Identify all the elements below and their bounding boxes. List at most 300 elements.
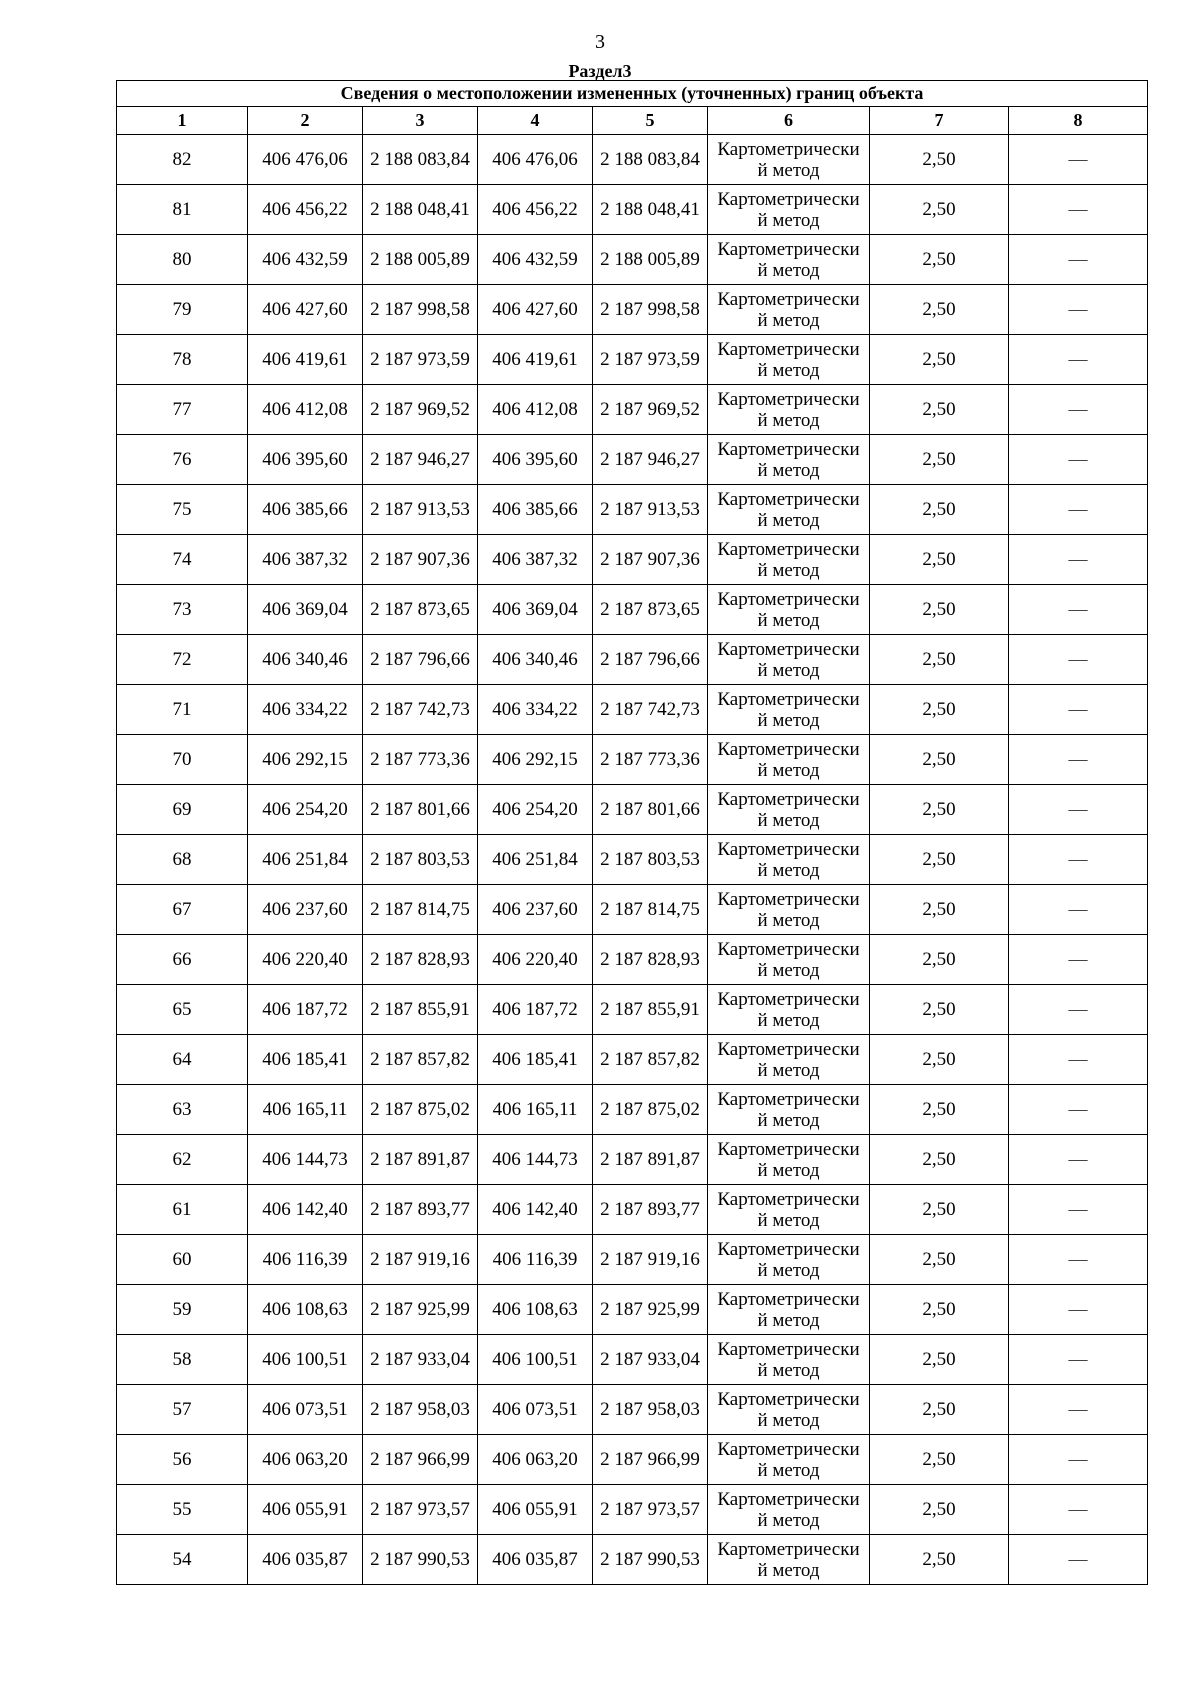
method-text-line: Картометрически — [717, 188, 860, 210]
table-row — [117, 685, 1148, 735]
method-text-line: Картометрически — [717, 488, 860, 510]
old-y-cell: 2 187 990,53 — [363, 1535, 478, 1585]
new-y-cell: 2 187 973,57 — [593, 1485, 708, 1535]
old-x-cell: 406 251,84 — [248, 835, 363, 885]
description-cell: — — [1009, 685, 1148, 735]
method-cell — [708, 385, 870, 435]
method-text-line: й метод — [757, 459, 820, 481]
old-y-cell: 2 188 048,41 — [363, 185, 478, 235]
new-x-cell: 406 142,40 — [478, 1185, 593, 1235]
old-x-cell: 406 432,59 — [248, 235, 363, 285]
method-cell — [708, 485, 870, 535]
method-cell — [708, 1535, 870, 1585]
method-text-line: Картометрически — [717, 1388, 860, 1410]
method-text-line: Картометрически — [717, 238, 860, 260]
point-number-cell: 67 — [117, 885, 248, 935]
new-y-cell: 2 187 773,36 — [593, 735, 708, 785]
method-text-line: Картометрически — [717, 988, 860, 1010]
description-cell: — — [1009, 885, 1148, 935]
old-x-cell: 406 116,39 — [248, 1235, 363, 1285]
method-text-line: й метод — [757, 259, 820, 281]
table-row — [117, 885, 1148, 935]
description-cell: — — [1009, 1285, 1148, 1335]
method-text-line: й метод — [757, 1209, 820, 1231]
method-text-line: й метод — [757, 1359, 820, 1381]
column-header-6: 6 — [708, 107, 870, 135]
accuracy-cell: 2,50 — [870, 1135, 1009, 1185]
method-text-line: й метод — [757, 409, 820, 431]
table-row — [117, 235, 1148, 285]
method-text-line: й метод — [757, 1159, 820, 1181]
table-row — [117, 635, 1148, 685]
description-cell: — — [1009, 535, 1148, 585]
accuracy-cell: 2,50 — [870, 585, 1009, 635]
method-text-line: й метод — [757, 1309, 820, 1331]
old-x-cell: 406 073,51 — [248, 1385, 363, 1435]
table-row — [117, 1235, 1148, 1285]
accuracy-cell: 2,50 — [870, 185, 1009, 235]
method-cell — [708, 785, 870, 835]
accuracy-cell: 2,50 — [870, 785, 1009, 835]
new-y-cell: 2 187 875,02 — [593, 1085, 708, 1135]
old-x-cell: 406 187,72 — [248, 985, 363, 1035]
column-header-1: 1 — [117, 107, 248, 135]
page-number: 3 — [595, 31, 605, 53]
method-cell — [708, 685, 870, 735]
new-y-cell: 2 187 893,77 — [593, 1185, 708, 1235]
method-text-line: Картометрически — [717, 288, 860, 310]
accuracy-cell: 2,50 — [870, 835, 1009, 885]
method-cell — [708, 1285, 870, 1335]
method-text-line: Картометрически — [717, 588, 860, 610]
method-cell — [708, 1135, 870, 1185]
old-x-cell: 406 185,41 — [248, 1035, 363, 1085]
method-text-line: й метод — [757, 209, 820, 231]
accuracy-cell: 2,50 — [870, 485, 1009, 535]
method-cell — [708, 635, 870, 685]
new-y-cell: 2 187 919,16 — [593, 1235, 708, 1285]
old-x-cell: 406 334,22 — [248, 685, 363, 735]
old-y-cell: 2 188 083,84 — [363, 135, 478, 185]
new-x-cell: 406 251,84 — [478, 835, 593, 885]
method-cell — [708, 1235, 870, 1285]
accuracy-cell: 2,50 — [870, 685, 1009, 735]
new-x-cell: 406 237,60 — [478, 885, 593, 935]
new-y-cell: 2 188 048,41 — [593, 185, 708, 235]
point-number-cell: 81 — [117, 185, 248, 235]
new-y-cell: 2 187 925,99 — [593, 1285, 708, 1335]
point-number-cell: 56 — [117, 1435, 248, 1485]
description-cell: — — [1009, 1535, 1148, 1585]
old-x-cell: 406 144,73 — [248, 1135, 363, 1185]
method-text-line: Картометрически — [717, 338, 860, 360]
old-y-cell: 2 188 005,89 — [363, 235, 478, 285]
point-number-cell: 54 — [117, 1535, 248, 1585]
method-text-line: Картометрически — [717, 538, 860, 560]
point-number-cell: 68 — [117, 835, 248, 885]
old-y-cell: 2 187 919,16 — [363, 1235, 478, 1285]
description-cell: — — [1009, 1335, 1148, 1385]
method-text-line: Картометрически — [717, 638, 860, 660]
point-number-cell: 77 — [117, 385, 248, 435]
table-row — [117, 335, 1148, 385]
accuracy-cell: 2,50 — [870, 1435, 1009, 1485]
old-y-cell: 2 187 966,99 — [363, 1435, 478, 1485]
method-text-line: й метод — [757, 909, 820, 931]
method-text-line: й метод — [757, 859, 820, 881]
accuracy-cell: 2,50 — [870, 285, 1009, 335]
old-x-cell: 406 100,51 — [248, 1335, 363, 1385]
description-cell: — — [1009, 1485, 1148, 1535]
new-x-cell: 406 254,20 — [478, 785, 593, 835]
new-x-cell: 406 395,60 — [478, 435, 593, 485]
description-cell: — — [1009, 235, 1148, 285]
table-row — [117, 1085, 1148, 1135]
old-y-cell: 2 187 946,27 — [363, 435, 478, 485]
method-text-line: Картометрически — [717, 388, 860, 410]
new-y-cell: 2 187 998,58 — [593, 285, 708, 335]
table-row — [117, 1335, 1148, 1385]
new-y-cell: 2 187 857,82 — [593, 1035, 708, 1085]
method-cell — [708, 1335, 870, 1385]
point-number-cell: 57 — [117, 1385, 248, 1435]
point-number-cell: 58 — [117, 1335, 248, 1385]
table-body — [117, 135, 1148, 1585]
accuracy-cell: 2,50 — [870, 1535, 1009, 1585]
new-x-cell: 406 427,60 — [478, 285, 593, 335]
method-cell — [708, 1185, 870, 1235]
old-x-cell: 406 340,46 — [248, 635, 363, 685]
table-row — [117, 835, 1148, 885]
old-y-cell: 2 187 925,99 — [363, 1285, 478, 1335]
new-y-cell: 2 187 828,93 — [593, 935, 708, 985]
column-number-row — [117, 107, 1148, 135]
method-text-line: й метод — [757, 959, 820, 981]
method-text-line: й метод — [757, 1109, 820, 1131]
method-cell — [708, 335, 870, 385]
point-number-cell: 70 — [117, 735, 248, 785]
table-row — [117, 485, 1148, 535]
old-x-cell: 406 035,87 — [248, 1535, 363, 1585]
new-y-cell: 2 187 855,91 — [593, 985, 708, 1035]
old-y-cell: 2 187 855,91 — [363, 985, 478, 1035]
method-text-line: й метод — [757, 359, 820, 381]
method-cell — [708, 235, 870, 285]
old-y-cell: 2 187 796,66 — [363, 635, 478, 685]
point-number-cell: 61 — [117, 1185, 248, 1235]
accuracy-cell: 2,50 — [870, 1185, 1009, 1235]
old-x-cell: 406 108,63 — [248, 1285, 363, 1335]
new-y-cell: 2 187 742,73 — [593, 685, 708, 735]
accuracy-cell: 2,50 — [870, 1385, 1009, 1435]
method-text-line: й метод — [757, 559, 820, 581]
table-row — [117, 1285, 1148, 1335]
old-y-cell: 2 187 893,77 — [363, 1185, 478, 1235]
description-cell: — — [1009, 485, 1148, 535]
point-number-cell: 55 — [117, 1485, 248, 1535]
table-row — [117, 185, 1148, 235]
method-cell — [708, 585, 870, 635]
new-y-cell: 2 187 796,66 — [593, 635, 708, 685]
table-row — [117, 535, 1148, 585]
old-y-cell: 2 187 773,36 — [363, 735, 478, 785]
point-number-cell: 75 — [117, 485, 248, 535]
table-row — [117, 1535, 1148, 1585]
new-x-cell: 406 369,04 — [478, 585, 593, 635]
accuracy-cell: 2,50 — [870, 735, 1009, 785]
old-y-cell: 2 187 973,57 — [363, 1485, 478, 1535]
accuracy-cell: 2,50 — [870, 1235, 1009, 1285]
accuracy-cell: 2,50 — [870, 1085, 1009, 1135]
table-row — [117, 1385, 1148, 1435]
new-x-cell: 406 035,87 — [478, 1535, 593, 1585]
method-cell — [708, 1035, 870, 1085]
boundary-coordinates-table — [116, 80, 1148, 1585]
method-text-line: Картометрически — [717, 1238, 860, 1260]
old-x-cell: 406 387,32 — [248, 535, 363, 585]
old-x-cell: 406 385,66 — [248, 485, 363, 535]
old-y-cell: 2 187 828,93 — [363, 935, 478, 985]
table-row — [117, 985, 1148, 1035]
new-x-cell: 406 385,66 — [478, 485, 593, 535]
table-row — [117, 1185, 1148, 1235]
method-text-line: Картометрически — [717, 838, 860, 860]
method-text-line: Картометрически — [717, 1088, 860, 1110]
old-y-cell: 2 187 958,03 — [363, 1385, 478, 1435]
column-header-3: 3 — [363, 107, 478, 135]
method-text-line: Картометрически — [717, 1488, 860, 1510]
old-x-cell: 406 395,60 — [248, 435, 363, 485]
method-text-line: Картометрически — [717, 688, 860, 710]
description-cell: — — [1009, 385, 1148, 435]
old-y-cell: 2 187 933,04 — [363, 1335, 478, 1385]
new-x-cell: 406 476,06 — [478, 135, 593, 185]
old-x-cell: 406 456,22 — [248, 185, 363, 235]
method-text-line: й метод — [757, 1559, 820, 1581]
description-cell: — — [1009, 585, 1148, 635]
old-x-cell: 406 254,20 — [248, 785, 363, 835]
table-row — [117, 135, 1148, 185]
point-number-cell: 64 — [117, 1035, 248, 1085]
method-cell — [708, 735, 870, 785]
description-cell: — — [1009, 735, 1148, 785]
new-y-cell: 2 187 946,27 — [593, 435, 708, 485]
new-y-cell: 2 187 913,53 — [593, 485, 708, 535]
method-text-line: й метод — [757, 1009, 820, 1031]
section-title: Раздел3 — [568, 61, 632, 81]
accuracy-cell: 2,50 — [870, 635, 1009, 685]
table-row — [117, 1135, 1148, 1185]
old-x-cell: 406 055,91 — [248, 1485, 363, 1535]
old-x-cell: 406 237,60 — [248, 885, 363, 935]
accuracy-cell: 2,50 — [870, 335, 1009, 385]
new-y-cell: 2 187 973,59 — [593, 335, 708, 385]
method-text-line: Картометрически — [717, 1188, 860, 1210]
method-text-line: й метод — [757, 509, 820, 531]
method-text-line: Картометрически — [717, 1538, 860, 1560]
method-text-line: й метод — [757, 1259, 820, 1281]
description-cell: — — [1009, 785, 1148, 835]
table-row — [117, 585, 1148, 635]
accuracy-cell: 2,50 — [870, 1035, 1009, 1085]
new-y-cell: 2 187 933,04 — [593, 1335, 708, 1385]
point-number-cell: 76 — [117, 435, 248, 485]
table-row — [117, 435, 1148, 485]
old-x-cell: 406 412,08 — [248, 385, 363, 435]
old-y-cell: 2 187 814,75 — [363, 885, 478, 935]
new-x-cell: 406 292,15 — [478, 735, 593, 785]
accuracy-cell: 2,50 — [870, 1335, 1009, 1385]
column-header-2: 2 — [248, 107, 363, 135]
method-cell — [708, 285, 870, 335]
new-y-cell: 2 188 083,84 — [593, 135, 708, 185]
description-cell: — — [1009, 935, 1148, 985]
new-x-cell: 406 100,51 — [478, 1335, 593, 1385]
new-y-cell: 2 187 907,36 — [593, 535, 708, 585]
table-row — [117, 785, 1148, 835]
old-x-cell: 406 369,04 — [248, 585, 363, 635]
method-text-line: й метод — [757, 1459, 820, 1481]
point-number-cell: 59 — [117, 1285, 248, 1335]
old-y-cell: 2 187 998,58 — [363, 285, 478, 335]
method-text-line: й метод — [757, 1059, 820, 1081]
point-number-cell: 63 — [117, 1085, 248, 1135]
method-cell — [708, 1085, 870, 1135]
new-x-cell: 406 387,32 — [478, 535, 593, 585]
point-number-cell: 60 — [117, 1235, 248, 1285]
accuracy-cell: 2,50 — [870, 1485, 1009, 1535]
accuracy-cell: 2,50 — [870, 1285, 1009, 1335]
new-y-cell: 2 187 873,65 — [593, 585, 708, 635]
description-cell: — — [1009, 1435, 1148, 1485]
old-y-cell: 2 187 973,59 — [363, 335, 478, 385]
method-text-line: Картометрически — [717, 438, 860, 460]
point-number-cell: 69 — [117, 785, 248, 835]
new-y-cell: 2 187 814,75 — [593, 885, 708, 935]
old-x-cell: 406 427,60 — [248, 285, 363, 335]
old-y-cell: 2 187 801,66 — [363, 785, 478, 835]
method-cell — [708, 135, 870, 185]
new-x-cell: 406 432,59 — [478, 235, 593, 285]
method-cell — [708, 1435, 870, 1485]
new-x-cell: 406 419,61 — [478, 335, 593, 385]
method-text-line: Картометрически — [717, 788, 860, 810]
table-row — [117, 385, 1148, 435]
accuracy-cell: 2,50 — [870, 885, 1009, 935]
old-x-cell: 406 292,15 — [248, 735, 363, 785]
new-y-cell: 2 188 005,89 — [593, 235, 708, 285]
new-y-cell: 2 187 891,87 — [593, 1135, 708, 1185]
table-row — [117, 935, 1148, 985]
old-y-cell: 2 187 907,36 — [363, 535, 478, 585]
old-x-cell: 406 063,20 — [248, 1435, 363, 1485]
point-number-cell: 79 — [117, 285, 248, 335]
accuracy-cell: 2,50 — [870, 985, 1009, 1035]
method-text-line: Картометрически — [717, 738, 860, 760]
table-row — [117, 735, 1148, 785]
method-text-line: Картометрически — [717, 1138, 860, 1160]
table-row — [117, 1035, 1148, 1085]
method-cell — [708, 885, 870, 935]
new-y-cell: 2 187 969,52 — [593, 385, 708, 435]
new-x-cell: 406 116,39 — [478, 1235, 593, 1285]
column-header-4: 4 — [478, 107, 593, 135]
table-row — [117, 1485, 1148, 1535]
old-y-cell: 2 187 913,53 — [363, 485, 478, 535]
old-y-cell: 2 187 857,82 — [363, 1035, 478, 1085]
old-y-cell: 2 187 873,65 — [363, 585, 478, 635]
new-x-cell: 406 055,91 — [478, 1485, 593, 1535]
method-text-line: Картометрически — [717, 1438, 860, 1460]
method-cell — [708, 535, 870, 585]
method-text-line: й метод — [757, 709, 820, 731]
description-cell: — — [1009, 335, 1148, 385]
old-x-cell: 406 165,11 — [248, 1085, 363, 1135]
method-cell — [708, 985, 870, 1035]
description-cell: — — [1009, 1035, 1148, 1085]
method-text-line: Картометрически — [717, 888, 860, 910]
point-number-cell: 72 — [117, 635, 248, 685]
accuracy-cell: 2,50 — [870, 235, 1009, 285]
old-x-cell: 406 419,61 — [248, 335, 363, 385]
table-row — [117, 1435, 1148, 1485]
method-text-line: й метод — [757, 159, 820, 181]
method-cell — [708, 1385, 870, 1435]
new-x-cell: 406 144,73 — [478, 1135, 593, 1185]
old-x-cell: 406 220,40 — [248, 935, 363, 985]
description-cell: — — [1009, 285, 1148, 335]
point-number-cell: 80 — [117, 235, 248, 285]
method-text-line: Картометрически — [717, 1338, 860, 1360]
table-row — [117, 285, 1148, 335]
method-text-line: й метод — [757, 1509, 820, 1531]
description-cell: — — [1009, 1185, 1148, 1235]
method-text-line: Картометрически — [717, 938, 860, 960]
new-x-cell: 406 456,22 — [478, 185, 593, 235]
column-header-7: 7 — [870, 107, 1009, 135]
point-number-cell: 78 — [117, 335, 248, 385]
new-y-cell: 2 187 990,53 — [593, 1535, 708, 1585]
accuracy-cell: 2,50 — [870, 535, 1009, 585]
new-x-cell: 406 220,40 — [478, 935, 593, 985]
description-cell: — — [1009, 1235, 1148, 1285]
old-y-cell: 2 187 803,53 — [363, 835, 478, 885]
method-text-line: Картометрически — [717, 1038, 860, 1060]
description-cell: — — [1009, 835, 1148, 885]
point-number-cell: 62 — [117, 1135, 248, 1185]
point-number-cell: 65 — [117, 985, 248, 1035]
method-text-line: Картометрически — [717, 138, 860, 160]
column-header-8: 8 — [1009, 107, 1148, 135]
new-y-cell: 2 187 803,53 — [593, 835, 708, 885]
method-text-line: й метод — [757, 1409, 820, 1431]
table-caption: Сведения о местоположении измененных (уточненных) границ объекта — [117, 81, 1148, 107]
new-x-cell: 406 108,63 — [478, 1285, 593, 1335]
method-text-line: й метод — [757, 609, 820, 631]
old-y-cell: 2 187 891,87 — [363, 1135, 478, 1185]
description-cell: — — [1009, 1135, 1148, 1185]
column-header-5: 5 — [593, 107, 708, 135]
description-cell: — — [1009, 435, 1148, 485]
new-x-cell: 406 185,41 — [478, 1035, 593, 1085]
method-cell — [708, 435, 870, 485]
description-cell: — — [1009, 135, 1148, 185]
new-y-cell: 2 187 958,03 — [593, 1385, 708, 1435]
point-number-cell: 82 — [117, 135, 248, 185]
old-y-cell: 2 187 875,02 — [363, 1085, 478, 1135]
description-cell: — — [1009, 185, 1148, 235]
new-y-cell: 2 187 966,99 — [593, 1435, 708, 1485]
